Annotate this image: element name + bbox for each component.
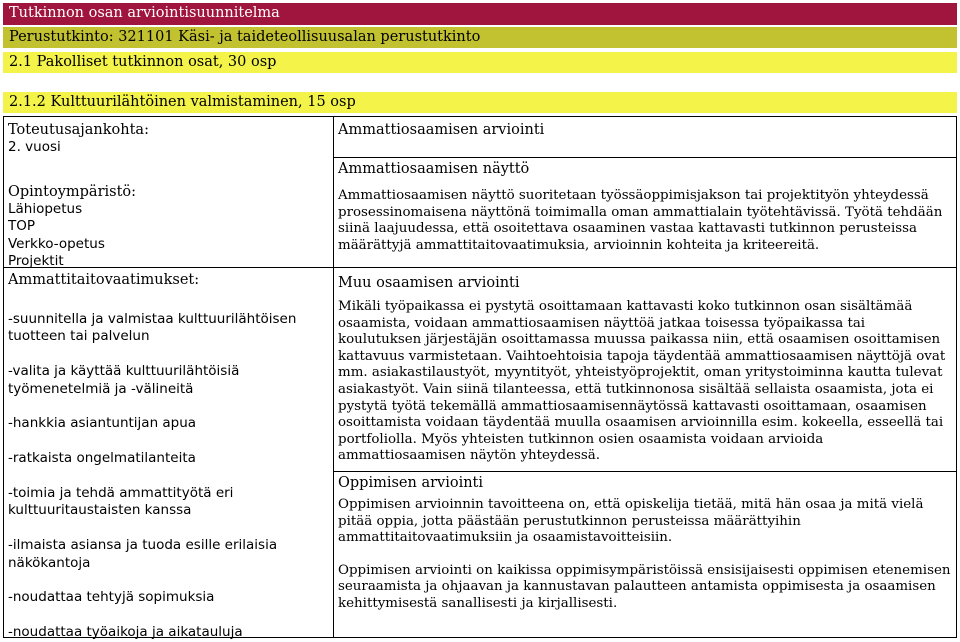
- demo-heading: Ammattiosaamisen näyttö: [338, 161, 530, 177]
- requirement-item: -ilmaista asiansa ja tuoda esille erilaisia näkökantoja: [8, 537, 278, 571]
- requirements-cell: [4, 271, 333, 642]
- environment-item: Verkko-opetus: [8, 235, 105, 252]
- environment-label: Opintoympäristö:: [8, 184, 137, 200]
- demo-cell: [334, 160, 956, 254]
- timing-label: Toteutusajankohta:: [8, 122, 149, 138]
- other-assessment-text: Mikäli työpaikassa ei pystytä osoittamaan kattavasti koko tutkinnon osan sisältämää osaamista, voidaan ammattiosaamisen näyttöä jatkaa toisessa työpaikassa tai koulutuksen järjestäjän osoittamassa muussa paikassa niin, että osaamisen osoittamisen kattavuus varmistetaan. Vaihtoehtoisia tapoja täydentää ammattiosaamisen näyttöjä ovat mm. asiakastilaustyöt, myyntityöt, yhteistyöprojektit, oman yritystoiminna kautta tulevat asiakastyöt. Vain siinä tilanteessa, että tutkinnonosa sisältää sellaista osaamista, jota ei pystytä työtä tekemällä ammattiosaamisennäytössä kattavasti osoittamaan, osaamisen osoittamista voidaan täydentää muulla osaamisen arvioinnilla esim. kokeella, esseellä tai portfoliolla. Myös yhteisten tutkinnon osien osaamista voidaan arvioida ammattiosaamisen näytön yhteydessä.: [338, 299, 946, 464]
- timing-cell: [4, 121, 333, 156]
- requirement-item: -hankkia asiantuntijan apua: [8, 415, 197, 432]
- environment-item: Projektit: [8, 253, 64, 270]
- unit-title: 2.1.2 Kulttuurilähtöinen valmistaminen, 15 osp: [3, 92, 957, 113]
- document-title: Tutkinnon osan arviointisuunnitelma: [3, 3, 957, 25]
- other-assessment-cell: [334, 274, 956, 465]
- section-title: 2.1 Pakolliset tutkinnon osat, 30 osp: [3, 52, 957, 73]
- requirement-item: -noudattaa työaikoja ja aikatauluja: [8, 624, 243, 641]
- degree-title: Perustutkinto: 321101 Käsi- ja taideteollisuusalan perustutkinto: [3, 27, 957, 48]
- other-assessment-heading: Muu osaamisen arviointi: [338, 275, 520, 291]
- requirement-item: -ratkaista ongelmatilanteita: [8, 450, 196, 467]
- requirement-item: -suunnitella ja valmistaa kulttuurilähtöisen tuotteen tai palvelun: [8, 311, 297, 345]
- requirement-item: -noudattaa tehtyjä sopimuksia: [8, 589, 215, 606]
- row-divider: [334, 471, 956, 472]
- timing-value: 2. vuosi: [8, 139, 61, 155]
- learning-heading: Oppimisen arviointi: [338, 475, 484, 491]
- demo-text: Ammattiosaamisen näyttö suoritetaan työssäoppimisjakson tai projektityön yhteydessä prosessinomaisena näyttönä toimimalla oman ammattialain työtehtävissä. Työtä tehdään siinä laajuudessa, että osoitettava osaaminen vastaa kattavasti tutkinnon perusteissa määrättyjä ammattitaitovaatimuksia, arvioinnin kohteita ja kriteereitä.: [338, 188, 943, 253]
- assessment-table: [3, 116, 957, 641]
- requirement-item: -valita ja käyttää kulttuurilähtöisiä työmenetelmiä ja -välineitä: [8, 363, 240, 397]
- requirements-label: Ammattitaitovaatimukset:: [8, 272, 200, 288]
- requirement-item: -toimia ja tehdä ammattityötä eri kulttuuritaustaisten kanssa: [8, 485, 234, 519]
- environment-cell: [4, 183, 333, 271]
- row-divider: [334, 157, 956, 158]
- row-divider: [334, 267, 956, 268]
- learning-text-2: Oppimisen arviointi on kaikissa oppimisympäristöissä ensisijaisesti oppimisen etenemisen seuraamista ja ohjaavan ja kannustavan palautteen antamista oppimisesta ja osaamisen kehittymisestä sanallisesti ja kirjallisesti.: [338, 562, 951, 611]
- assessment-heading: Ammattiosaamisen arviointi: [338, 122, 545, 138]
- learning-text-1: Oppimisen arvioinnin tavoitteena on, että opiskelija tietää, mitä hän osaa ja mitä vielä pitää oppia, jotta päästään perustutkinnon perusteissa määrättyihin ammattitaitovaatimuksiin ja osaamistavoitteisiin.: [338, 497, 924, 546]
- environment-item: Lähiopetus: [8, 201, 83, 217]
- environment-item: TOP: [8, 218, 36, 235]
- learning-cell: [334, 474, 956, 613]
- assessment-heading-cell: [334, 121, 956, 139]
